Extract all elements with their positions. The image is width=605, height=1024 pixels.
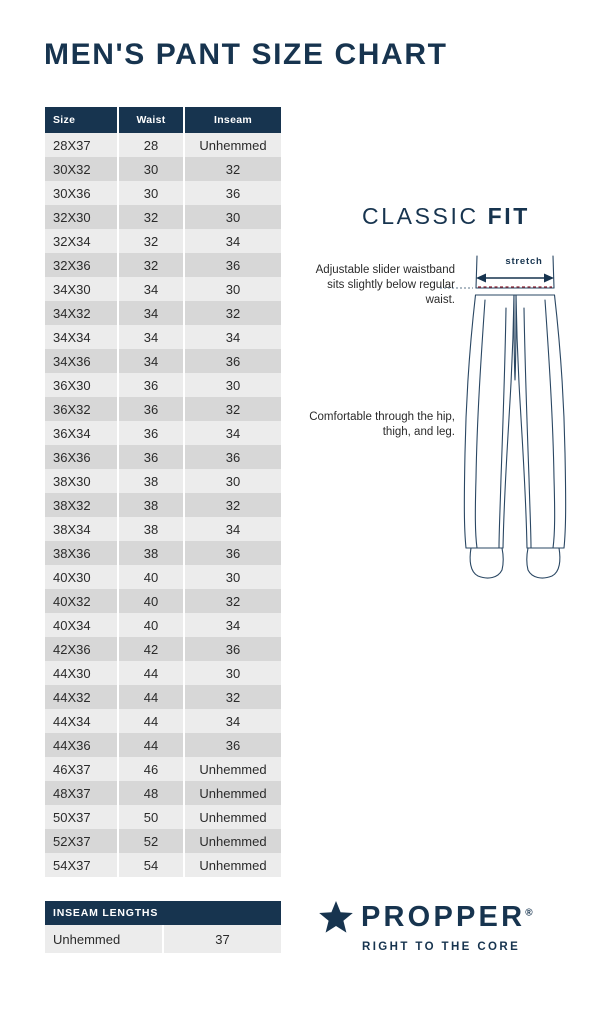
cell-waist: 38 [118, 541, 184, 565]
fit-title-bold: FIT [487, 203, 530, 229]
table-row [45, 133, 281, 157]
stretch-arrow [476, 274, 554, 283]
table-row [45, 421, 281, 445]
table-row [45, 349, 281, 373]
cell-inseam: 32 [184, 685, 281, 709]
cell-inseam: 30 [184, 373, 281, 397]
cell-inseam: Unhemmed [184, 133, 281, 157]
left-leg-inner-fold [499, 308, 506, 548]
table-row [45, 181, 281, 205]
column-header-waist: Waist [118, 107, 184, 133]
cell-waist: 40 [118, 565, 184, 589]
note-comfort: Comfortable through the hip, thigh, and leg. [309, 411, 455, 439]
cell-waist: 50 [118, 805, 184, 829]
cell-waist: 32 [118, 229, 184, 253]
cell-size: 32X36 [45, 253, 118, 277]
cell-waist: 34 [118, 277, 184, 301]
left-inseam [503, 295, 514, 548]
cell-waist: 36 [118, 421, 184, 445]
cell-inseam: 34 [184, 421, 281, 445]
arrow-head-right [544, 274, 554, 283]
table-row [45, 205, 281, 229]
table-row [45, 829, 281, 853]
column-header-inseam: Inseam [184, 107, 281, 133]
cell-inseam: 36 [184, 637, 281, 661]
cell-size: 52X37 [45, 829, 118, 853]
right-inseam [516, 295, 527, 548]
cell-size: 28X37 [45, 133, 118, 157]
cell-size: 44X34 [45, 709, 118, 733]
logo-wordmark-text: PROPPER [361, 900, 526, 933]
cell-inseam: 36 [184, 541, 281, 565]
inseam-row-label: Unhemmed [45, 925, 163, 953]
cell-waist: 36 [118, 373, 184, 397]
cell-waist: 52 [118, 829, 184, 853]
inseam-lengths-header: INSEAM LENGTHS [45, 901, 281, 925]
cell-size: 36X36 [45, 445, 118, 469]
cell-waist: 34 [118, 349, 184, 373]
cell-size: 44X30 [45, 661, 118, 685]
size-table-body [45, 133, 281, 877]
table-row [45, 493, 281, 517]
table-row [45, 853, 281, 877]
cell-waist: 44 [118, 661, 184, 685]
cell-inseam: 30 [184, 565, 281, 589]
table-row [45, 517, 281, 541]
cell-waist: 32 [118, 205, 184, 229]
right-leg-inner-fold [524, 308, 531, 548]
stretch-label: stretch [505, 256, 543, 267]
inseam-header-row [45, 901, 281, 925]
cell-size: 30X32 [45, 157, 118, 181]
cell-inseam: 32 [184, 157, 281, 181]
cell-waist: 48 [118, 781, 184, 805]
cell-inseam: 34 [184, 709, 281, 733]
table-header-row [45, 107, 281, 133]
cell-size: 40X32 [45, 589, 118, 613]
logo-tagline: RIGHT TO THE CORE [362, 941, 521, 953]
cell-inseam: 32 [184, 589, 281, 613]
cell-size: 50X37 [45, 805, 118, 829]
cell-waist: 34 [118, 301, 184, 325]
cell-waist: 46 [118, 757, 184, 781]
cell-waist: 42 [118, 637, 184, 661]
cell-inseam: 36 [184, 349, 281, 373]
table-row [45, 757, 281, 781]
table-row [45, 229, 281, 253]
cell-inseam: 30 [184, 277, 281, 301]
cell-waist: 32 [118, 253, 184, 277]
cell-size: 36X32 [45, 397, 118, 421]
left-leg-fold [475, 300, 485, 548]
cell-size: 38X34 [45, 517, 118, 541]
cell-inseam: 36 [184, 253, 281, 277]
table-row [45, 253, 281, 277]
cell-size: 32X34 [45, 229, 118, 253]
cell-inseam: 34 [184, 229, 281, 253]
right-shoe [527, 548, 560, 578]
cell-size: 32X30 [45, 205, 118, 229]
right-outseam [555, 295, 566, 548]
table-row [45, 397, 281, 421]
cell-size: 44X32 [45, 685, 118, 709]
cell-size: 46X37 [45, 757, 118, 781]
cell-size: 34X34 [45, 325, 118, 349]
cell-size: 44X36 [45, 733, 118, 757]
cell-inseam: 32 [184, 493, 281, 517]
inseam-lengths-table [45, 901, 281, 953]
cell-inseam: 36 [184, 733, 281, 757]
cell-waist: 30 [118, 181, 184, 205]
note-waistband: Adjustable slider waistband sits slightly below regular waist. [315, 264, 455, 307]
pant-illustration [440, 248, 590, 593]
arrow-head-left [476, 274, 486, 283]
inseam-row-value: 37 [163, 925, 281, 953]
cell-waist: 44 [118, 685, 184, 709]
cell-waist: 34 [118, 325, 184, 349]
cell-waist: 40 [118, 589, 184, 613]
cell-inseam: 34 [184, 613, 281, 637]
table-row [45, 373, 281, 397]
table-row [45, 157, 281, 181]
cell-inseam: Unhemmed [184, 805, 281, 829]
cell-size: 36X34 [45, 421, 118, 445]
cell-waist: 38 [118, 469, 184, 493]
table-row [45, 445, 281, 469]
table-row [45, 661, 281, 685]
cell-waist: 40 [118, 613, 184, 637]
table-row [45, 685, 281, 709]
column-header-size: Size [45, 107, 118, 133]
cell-inseam: 30 [184, 205, 281, 229]
waist-tick-left [476, 256, 477, 288]
cell-size: 40X30 [45, 565, 118, 589]
cell-inseam: Unhemmed [184, 829, 281, 853]
cell-size: 54X37 [45, 853, 118, 877]
table-row [45, 733, 281, 757]
table-row [45, 781, 281, 805]
table-row [45, 565, 281, 589]
cell-inseam: 34 [184, 325, 281, 349]
table-row [45, 613, 281, 637]
cell-waist: 44 [118, 709, 184, 733]
cell-waist: 30 [118, 157, 184, 181]
size-chart-table [45, 107, 281, 877]
cell-inseam: Unhemmed [184, 781, 281, 805]
cell-inseam: 32 [184, 397, 281, 421]
cell-size: 40X34 [45, 613, 118, 637]
fit-title-light: CLASSIC [362, 203, 479, 229]
table-row [45, 277, 281, 301]
cell-size: 38X30 [45, 469, 118, 493]
cell-size: 34X32 [45, 301, 118, 325]
cell-waist: 38 [118, 517, 184, 541]
cell-size: 30X36 [45, 181, 118, 205]
crotch-seam [514, 295, 516, 380]
cell-size: 34X36 [45, 349, 118, 373]
cell-size: 48X37 [45, 781, 118, 805]
fit-title [301, 203, 591, 230]
cell-inseam: 36 [184, 181, 281, 205]
cell-size: 34X30 [45, 277, 118, 301]
cell-inseam: 32 [184, 301, 281, 325]
right-leg-fold [545, 300, 555, 548]
cell-waist: 54 [118, 853, 184, 877]
waist-tick-right [553, 256, 554, 288]
inseam-row [45, 925, 281, 953]
page-title: MEN'S PANT SIZE CHART [44, 38, 448, 71]
cell-waist: 36 [118, 445, 184, 469]
cell-inseam: 34 [184, 517, 281, 541]
table-row [45, 325, 281, 349]
registered-mark: ® [525, 906, 533, 918]
cell-waist: 28 [118, 133, 184, 157]
cell-inseam: Unhemmed [184, 757, 281, 781]
inseam-table-body [45, 925, 281, 953]
propper-logo [318, 900, 568, 953]
table-row [45, 589, 281, 613]
cell-inseam: 30 [184, 661, 281, 685]
cell-inseam: Unhemmed [184, 853, 281, 877]
table-row [45, 805, 281, 829]
table-row [45, 541, 281, 565]
cell-waist: 36 [118, 397, 184, 421]
left-outseam [464, 295, 475, 548]
cell-inseam: 30 [184, 469, 281, 493]
cell-waist: 38 [118, 493, 184, 517]
table-row [45, 301, 281, 325]
cell-size: 36X30 [45, 373, 118, 397]
cell-size: 38X32 [45, 493, 118, 517]
star-icon [318, 900, 354, 934]
cell-inseam: 36 [184, 445, 281, 469]
cell-waist: 44 [118, 733, 184, 757]
table-row [45, 637, 281, 661]
cell-size: 38X36 [45, 541, 118, 565]
table-row [45, 709, 281, 733]
left-shoe [470, 548, 503, 578]
logo-wordmark [361, 900, 533, 933]
table-row [45, 469, 281, 493]
cell-size: 42X36 [45, 637, 118, 661]
